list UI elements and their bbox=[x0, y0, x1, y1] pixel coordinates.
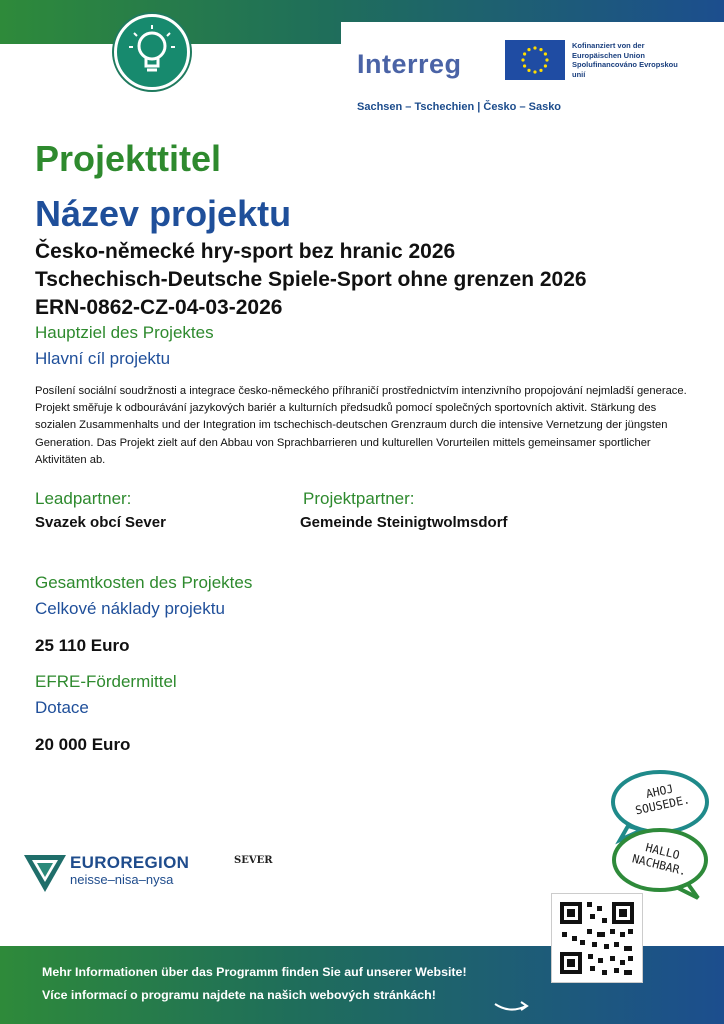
speech-bubbles-logo bbox=[608, 770, 712, 900]
sever-logo: SEVER bbox=[234, 855, 273, 866]
efre-heading-de: EFRE-Fördermittel bbox=[35, 672, 177, 691]
lightbulb-logo bbox=[114, 14, 190, 90]
efre-value: 20 000 Euro bbox=[35, 735, 131, 754]
project-name-cz: Česko-německé hry-sport bez hranic 2026 bbox=[35, 240, 456, 263]
lightbulb-icon bbox=[117, 17, 187, 87]
leadpartner-name: Svazek obcí Sever bbox=[35, 514, 166, 531]
footer-text-de: Mehr Informationen über das Programm finden Sie auf unserer Website! bbox=[42, 965, 467, 979]
total-cost-heading-de: Gesamtkosten des Projektes bbox=[35, 573, 253, 592]
total-cost-heading-cz: Celkové náklady projektu bbox=[35, 599, 225, 618]
eu-flag-icon bbox=[505, 40, 565, 80]
bubble-text-ahoj: AHOJ SOUSEDE. bbox=[633, 781, 691, 818]
bubble-text-hallo: HALLO NACHBAR. bbox=[630, 840, 688, 879]
total-cost-value: 25 110 Euro bbox=[35, 636, 130, 655]
euroregion-subtitle: neisse–nisa–nysa bbox=[70, 872, 174, 887]
title-cz: Název projektu bbox=[35, 193, 292, 234]
euroregion-logo bbox=[22, 852, 190, 899]
projectpartner-name: Gemeinde Steinigtwolmsdorf bbox=[300, 514, 508, 531]
euroregion-name: EUROREGION bbox=[70, 853, 190, 872]
euroregion-icon bbox=[22, 852, 68, 894]
project-number: ERN-0862-CZ-04-03-2026 bbox=[35, 296, 283, 319]
footer-text-cz: Více informací o programu najdete na našich webových stránkách! bbox=[42, 988, 436, 1002]
arrow-icon bbox=[492, 1000, 534, 1016]
goal-heading-de: Hauptziel des Projektes bbox=[35, 323, 214, 342]
qr-code-icon bbox=[552, 894, 642, 982]
leadpartner-label: Leadpartner: bbox=[35, 489, 132, 508]
efre-heading-cz: Dotace bbox=[35, 698, 89, 717]
goal-heading-cz: Hlavní cíl projektu bbox=[35, 349, 171, 368]
title-de: Projekttitel bbox=[35, 138, 222, 179]
qr-code[interactable] bbox=[551, 893, 643, 983]
interreg-logo: Interreg bbox=[357, 49, 462, 79]
program-region: Sachsen – Tschechien | Česko – Sasko bbox=[357, 101, 562, 113]
goal-description: Posílení sociální soudržnosti a integrace česko-německého příhraničí prostřednictvím intenzivního propojování nejmladší generace. Projekt směřuje k odbourávání jazykových bariér a kulturních předsudků pomocí společných sportovních aktivit. Stärkung des sozialen Zusammenhalts und der Integration im tschechisch-deutschen Grenzraum durch die intensive Vernetzung der jüngsten Generation. Das Projekt zielt auf den Abbau von Sprachbarrieren und kulturellen Vorurteilen mittels gemeinsamer sportlicher Aktivitäten ab. bbox=[35, 385, 687, 466]
project-name-de: Tschechisch-Deutsche Spiele-Sport ohne grenzen 2026 bbox=[35, 268, 587, 291]
projectpartner-label: Projektpartner: bbox=[303, 489, 415, 508]
eu-cofinancing-text: Kofinanziert von der Europäischen Union Spolufinancováno Evropskou unií bbox=[572, 41, 678, 79]
